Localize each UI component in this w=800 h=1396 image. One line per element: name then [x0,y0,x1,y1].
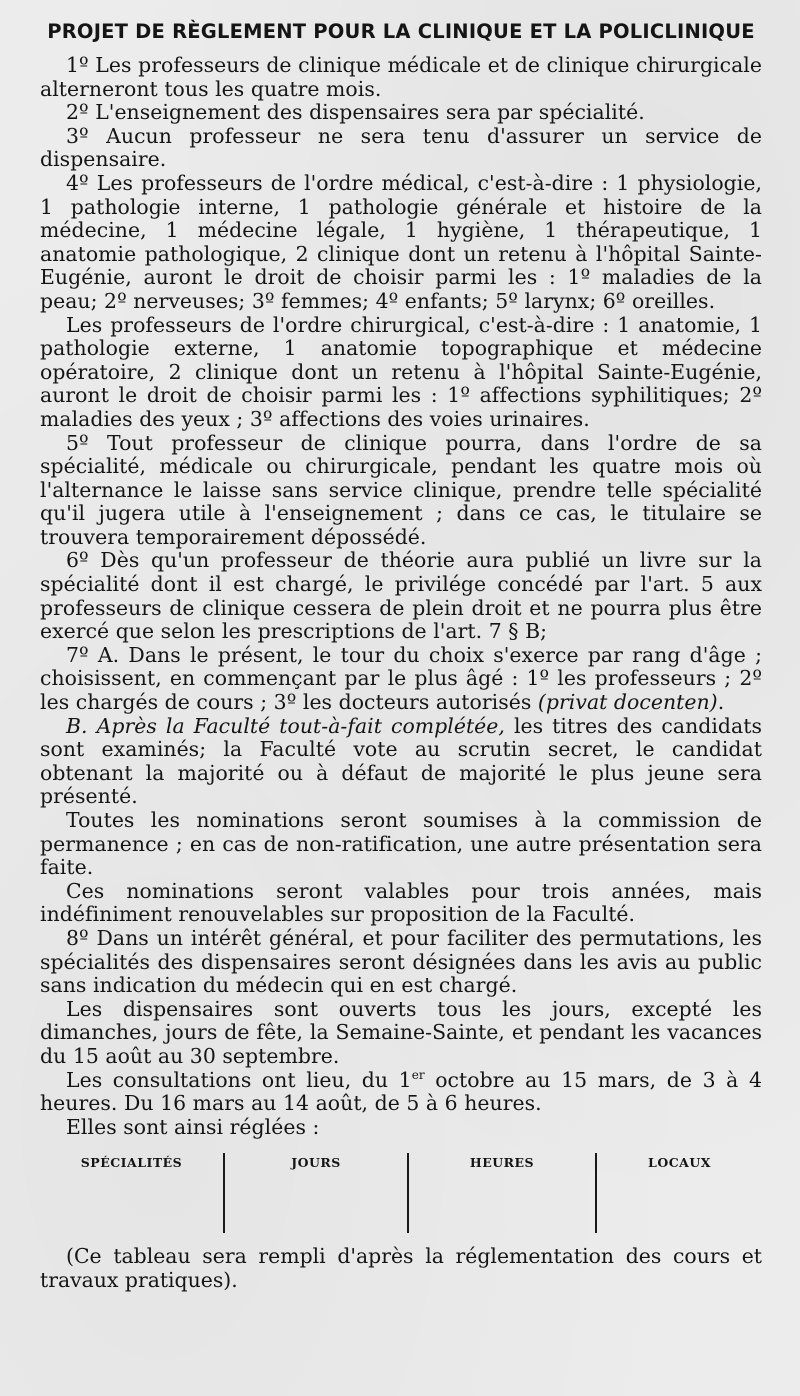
table-note-text: (Ce tableau sera rempli d'après la réglementation des cours et travaux pratiques). [40,1244,762,1292]
article-7b [40,715,762,809]
article-7a-italic: (privat docenten) [537,690,718,715]
consultation-paragraph [40,1069,762,1116]
regulation-body [40,54,762,1139]
article-7a [40,644,762,715]
table-header-locaux: LOCAUX [595,1153,762,1233]
nominations-paragraph: Toutes les nominations seront soumises à la commission de permanence ; en cas de non-ratification, une autre présentation sera faite. [40,808,762,880]
article-6: 6º Dès qu'un professeur de théorie aura publié un livre sur la spécialité dont il est chargé, le privilége concédé par l'art. 5 aux professeurs de clinique cessera de plein droit et ne pourra plus être exercé que selon les prescriptions de l'art. 7 § B; [40,548,762,644]
reglees-line: Elles sont ainsi réglées : [66,1114,320,1139]
article-8: 8º Dans un intérêt général, et pour faciliter des permutations, les spécialités des dispensaires seront désignées dans les avis au public sans indication du médecin qui en est chargé. [40,925,762,998]
dispensary-hours-paragraph: Les dispensaires sont ouverts tous les jours, excepté les dimanches, jours de fête, la Semaine-Sainte, et pendant les vacances du 15 août au 30 septembre. [40,996,762,1068]
article-7a-end: . [717,690,725,715]
consultation-sup: er [411,1067,425,1082]
consultation-text-a: Les consultations ont lieu, du 1 [66,1067,412,1092]
page-title: PROJET DE RÈGLEMENT POUR LA CLINIQUE ET LA POLICLINIQUE [47,20,755,43]
article-4-surgical: Les professeurs de l'ordre chirurgical, c'est-à-dire : 1 anatomie, 1 pathologie externe, 1 anatomie topographique et médecine opératoire, 2 clinique dont un retenu à l'hôpital Sainte-Eugénie, auront le droit de choisir parmi les : 1º affections syphilitiques; 2º maladies des yeux ; 3º affections des voies urinaires. [40,312,762,431]
schedule-table [40,1153,762,1233]
article-7b-italic: B. Après la Faculté tout-à-fait complétée, [66,713,505,738]
article-5: 5º Tout professeur de clinique pourra, dans l'ordre de sa spécialité, médicale ou chirurgicale, pendant les quatre mois où l'alternance le laisse sans service clinique, prendre telle spécialité qu'il jugera utile à l'enseignement ; dans ce cas, le titulaire se trouvera temporairement dépossédé. [40,430,762,549]
validity-paragraph: Ces nominations seront valables pour trois années, mais indéfiniment renouvelables sur proposition de la Faculté. [40,878,762,927]
article-7b-text: les titres des candidats sont examinés; la Faculté vote au scrutin secret, le candidat obtenant la majorité ou à défaut de majorité le plus jeune sera présenté. [40,713,762,809]
table-header-specialites: SPÉCIALITÉS [80,1155,183,1171]
consultation-text-b: octobre au 15 mars, de 3 à 4 heures. Du 16 mars au 14 août, de 5 à 6 heures. [40,1067,762,1116]
article-4: 4º Les professeurs de l'ordre médical, c'est-à-dire : 1 physiologie, 1 pathologie interne, 1 pathologie générale et histoire de la médecine, 1 médecine légale, 1 hygiène, 1 thérapeutique, 1 anatomie pathologique, 2 clinique dont un retenu à l'hôpital Sainte-Eugénie, auront le droit de choisir parmi les : 1º maladies de la peau; 2º nerveuses; 3º femmes; 4º enfants; 5º larynx; 6º oreilles. [40,170,762,313]
table-header-heures: HEURES [407,1153,595,1233]
article-7a-text: 7º A. Dans le présent, le tour du choix s'exerce par rang d'âge ; choisissent, en commençant par le plus âgé : 1º les professeurs ; 2º les chargés de cours ; 3º les docteurs autorisés [40,642,762,715]
table-header-jours: JOURS [223,1153,407,1233]
article-3: 3º Aucun professeur ne sera tenu d'assurer un service de dispensaire. [40,123,762,172]
table-note [40,1245,762,1292]
article-1: 1º Les professeurs de clinique médicale et de clinique chirurgicale alterneront tous les quatre mois. [40,53,762,101]
article-2: 2º L'enseignement des dispensaires sera par spécialité. [66,100,645,125]
